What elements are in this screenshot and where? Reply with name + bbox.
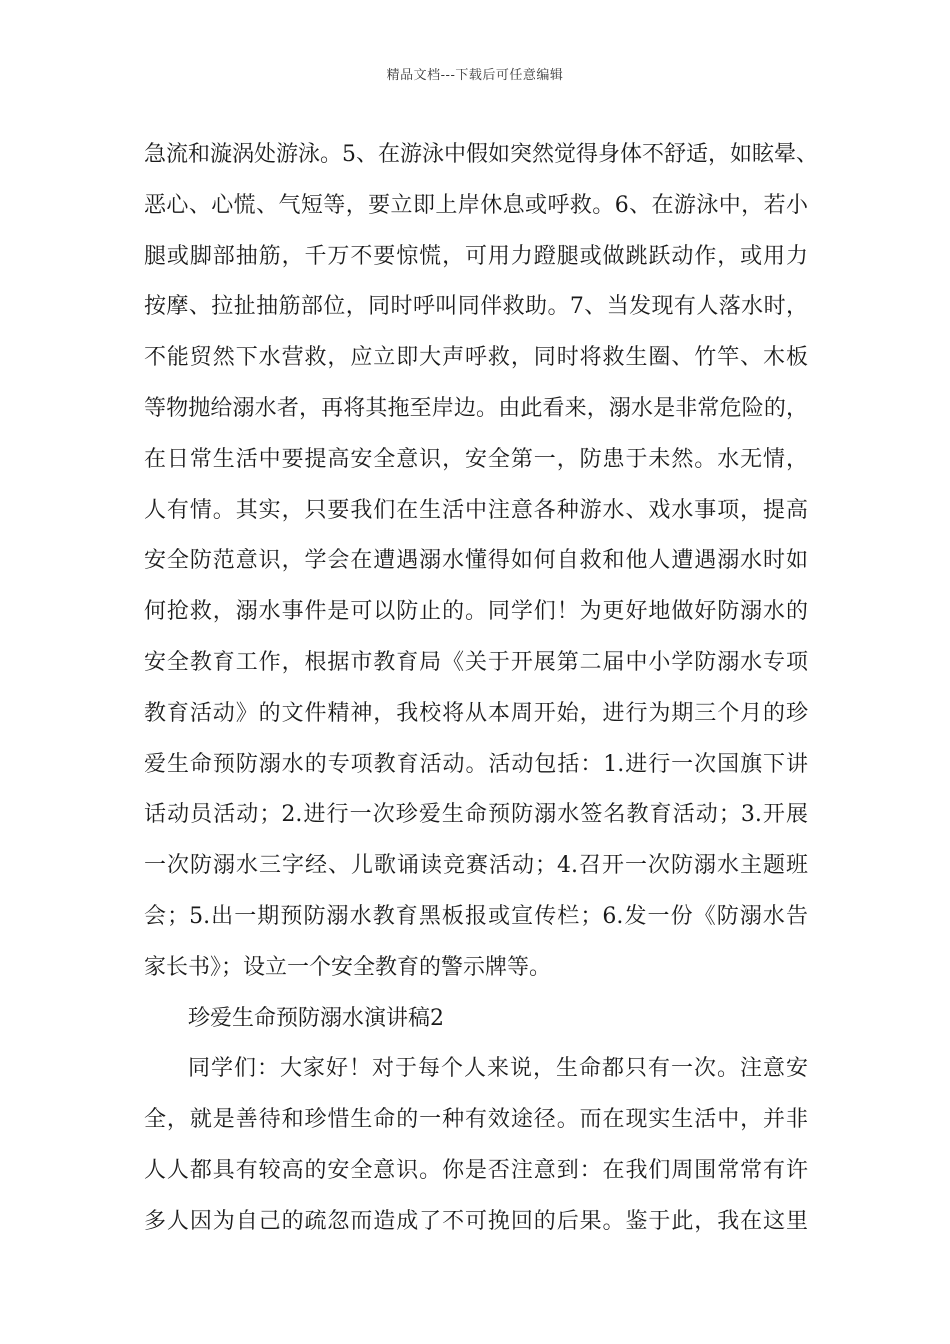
body-line: 家长书》；设立一个安全教育的警示牌等。 [144,954,552,980]
document-body [144,130,818,1248]
body-line: 等物抛给溺水者，再将其拖至岸边。由此看来，溺水是非常危险的， [144,395,808,421]
body-line: 话动员活动；2.进行一次珍爱生命预防溺水签名教育活动；3.开展 [144,802,808,828]
body-line: 多人因为自己的疏忽而造成了不可挽回的后果。鉴于此，我在这里 [144,1208,808,1234]
body-line: 腿或脚部抽筋，千万不要惊慌，可用力蹬腿或做跳跃动作，或用力 [144,243,808,269]
body-line: 一次防溺水三字经、儿歌诵读竞赛活动；4.召开一次防溺水主题班 [144,853,808,879]
body-line: 何抢救，溺水事件是可以防止的。同学们！为更好地做好防溺水的 [144,599,808,625]
body-line: 同学们：大家好！对于每个人来说，生命都只有一次。注意安 [188,1056,808,1082]
body-line: 人人都具有较高的安全意识。你是否注意到：在我们周围常常有许 [144,1157,808,1183]
body-line: 人有情。其实，只要我们在生活中注意各种游水、戏水事项，提高 [144,497,808,523]
body-line: 在日常生活中要提高安全意识，安全第一，防患于未然。水无情， [144,446,808,472]
section-title: 珍爱生命预防溺水演讲稿2 [188,1005,444,1031]
body-line: 会；5.出一期预防溺水教育黑板报或宣传栏；6.发一份《防溺水告 [144,903,808,929]
body-line: 全，就是善待和珍惜生命的一种有效途径。而在现实生活中，并非 [144,1107,808,1133]
body-line: 教育活动》的文件精神，我校将从本周开始，进行为期三个月的珍 [144,700,808,726]
body-line: 安全教育工作，根据市教育局《关于开展第二届中小学防溺水专项 [144,649,808,675]
body-line: 爱生命预防溺水的专项教育活动。活动包括：1.进行一次国旗下讲 [144,751,808,777]
body-line: 按摩、拉扯抽筋部位，同时呼叫同伴救助。7、当发现有人落水时， [144,294,808,320]
body-line: 不能贸然下水营救，应立即大声呼救，同时将救生圈、竹竿、木板 [144,345,808,371]
body-line: 恶心、心慌、气短等，要立即上岸休息或呼救。6、在游泳中，若小 [144,192,808,218]
page-header: 精品文档---下载后可任意编辑 [386,68,564,83]
body-line: 急流和漩涡处游泳。5、在游泳中假如突然觉得身体不舒适，如眩晕、 [144,142,818,167]
body-line: 安全防范意识，学会在遭遇溺水懂得如何自救和他人遭遇溺水时如 [144,548,808,574]
